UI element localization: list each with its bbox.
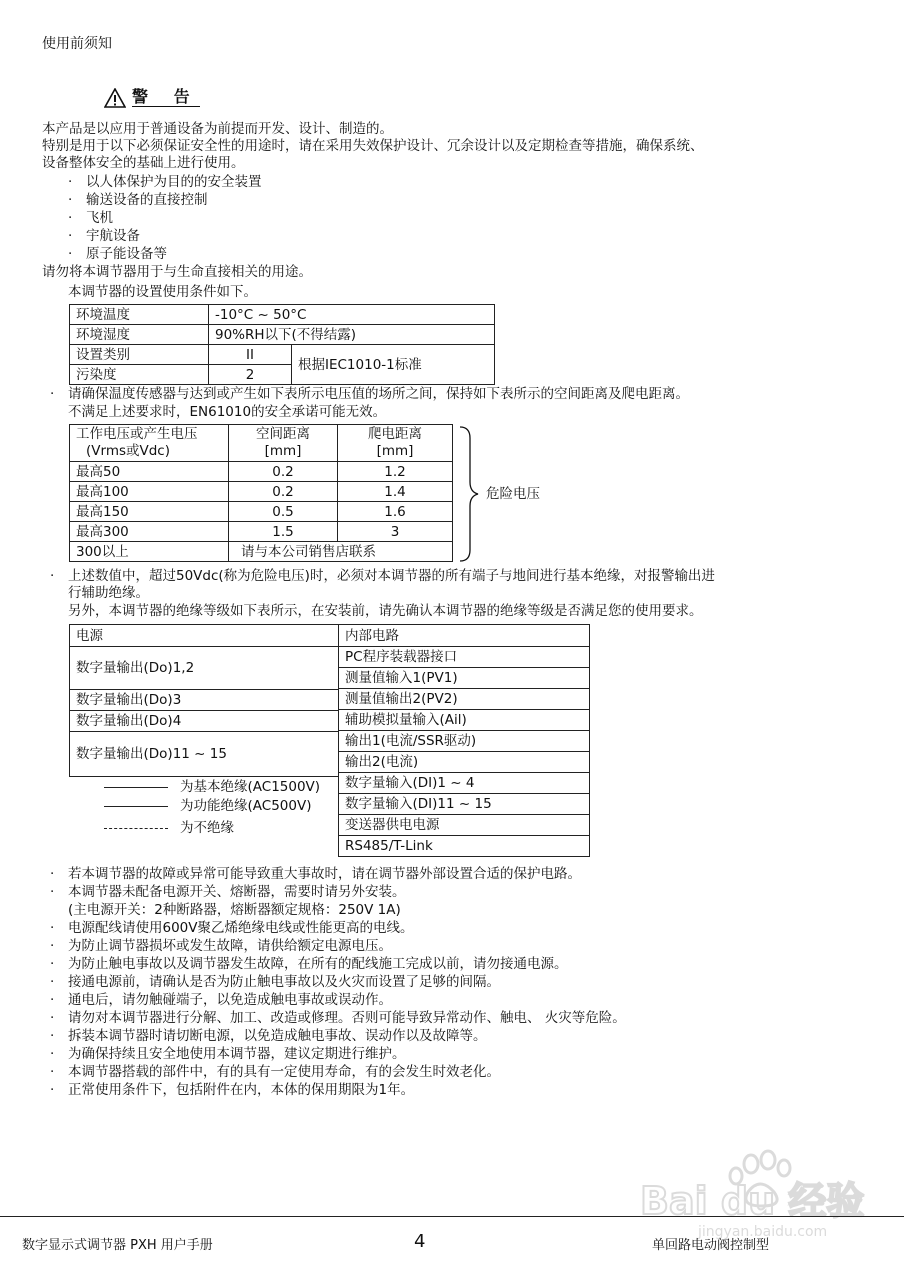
list-item-text: 宇航设备 [86, 228, 140, 244]
table-row [70, 502, 453, 522]
legend-none: 为不绝缘 [180, 820, 234, 836]
table-header [70, 425, 229, 462]
table-cell: 辅助模拟量输入(Ail) [339, 710, 590, 731]
table-cell: RS485/T-Link [339, 836, 590, 857]
insulation-left-table [69, 624, 339, 777]
table-cell: 数字量输出(Do)3 [70, 690, 339, 711]
bullet: · [50, 1064, 55, 1080]
table-cell: 0.2 [229, 482, 338, 502]
table-row [339, 625, 590, 647]
table-row [70, 711, 339, 732]
table-header [338, 425, 453, 462]
bullet: · [68, 210, 73, 226]
table-cell: 输出1(电流/SSR驱动) [339, 731, 590, 752]
legend-functional: 为功能绝缘(AC500V) [180, 798, 312, 814]
table-cell: 内部电路 [339, 625, 590, 647]
insulation-note-2: 行辅助绝缘。 [68, 585, 149, 601]
list-item [50, 1010, 626, 1026]
footer-title: 数字显示式调节器 PXH 用户手册 [22, 1238, 213, 1253]
distance-table [69, 424, 453, 562]
list-item [50, 992, 392, 1008]
table-row [70, 732, 339, 777]
table-cell: 1.6 [338, 502, 453, 522]
table-cell: 数字量输入(DI)11 ~ 15 [339, 794, 590, 815]
table-row [70, 542, 453, 562]
warning-title: 警 告 [132, 87, 200, 106]
table-cell: 电源 [70, 625, 339, 647]
bullet: · [50, 1082, 55, 1098]
bullet: · [68, 174, 73, 190]
bullet: · [68, 228, 73, 244]
table-cell: 数字量输出(Do)11 ~ 15 [70, 732, 339, 777]
table-header-row [70, 425, 453, 462]
watermark-url: jingyan.baidu.com [698, 1224, 828, 1240]
table-header [229, 425, 338, 462]
list-item-text: 本调节器未配备电源开关、熔断器，需要时请另外安装。 [68, 884, 406, 900]
list-item [68, 246, 167, 262]
warning-heading [104, 88, 200, 108]
bullet: · [50, 866, 55, 882]
table-cell: 1.4 [338, 482, 453, 502]
list-item [50, 1046, 406, 1062]
table-row [339, 647, 590, 668]
table-cell: 环境温度 [70, 305, 209, 325]
list-item [50, 956, 568, 972]
table-row [70, 647, 339, 690]
brace-label: 危险电压 [486, 486, 540, 502]
header-text: 空间距离 [256, 426, 310, 442]
list-item [50, 920, 414, 936]
table-cell: 输出2(电流) [339, 752, 590, 773]
table-row [70, 305, 495, 325]
section-title: 使用前须知 [42, 36, 112, 52]
bullet: · [68, 192, 73, 208]
list-item-text: 为防止触电事故以及调节器发生故障，在所有的配线施工完成以前，请勿接通电源。 [68, 956, 568, 972]
list-item-text: 为防止调节器损坏或发生故障，请供给额定电源电压。 [68, 938, 392, 954]
table-cell: 最高100 [70, 482, 229, 502]
list-item-text: 拆装本调节器时请切断电源，以免造成触电事故、误动作以及故障等。 [68, 1028, 487, 1044]
list-item-text: 接通电源前，请确认是否为防止触电事故以及火灾而设置了足够的间隔。 [68, 974, 500, 990]
table-cell: 3 [338, 522, 453, 542]
list-item [68, 192, 208, 208]
legend-solid-line [104, 806, 168, 807]
bullet: · [50, 1010, 55, 1026]
list-item-text: 电源配线请使用600V聚乙烯绝缘电线或性能更高的电线。 [68, 920, 414, 936]
list-item-text: 以人体保护为目的的安全装置 [86, 174, 262, 190]
table-cell: 1.2 [338, 462, 453, 482]
list-item [68, 228, 140, 244]
table-row [70, 522, 453, 542]
legend-dashed-line [104, 828, 168, 829]
bullet: · [50, 920, 55, 936]
bullet: · [50, 1028, 55, 1044]
table-row [339, 668, 590, 689]
brace-icon [458, 426, 482, 562]
header-text: [mm] [376, 443, 414, 459]
table-cell: II [209, 345, 292, 365]
legend-solid-line [104, 787, 168, 788]
bullet: · [50, 568, 55, 584]
table-row [339, 794, 590, 815]
list-item [50, 974, 500, 990]
table-cell: 2 [209, 365, 292, 385]
insulation-note-3: 另外，本调节器的绝缘等级如下表所示，在安装前，请先确认本调节器的绝缘等级是否满足您的使用要求。 [68, 603, 703, 619]
bullet: · [50, 974, 55, 990]
forbid-line: 请勿将本调节器用于与生命直接相关的用途。 [42, 264, 312, 280]
table-cell: 最高150 [70, 502, 229, 522]
standard-note: 根据IEC1010-1标准 [292, 345, 495, 385]
bullet: · [50, 1046, 55, 1062]
distance-note-2: 不满足上述要求时，EN61010的安全承诺可能无效。 [68, 404, 387, 420]
table-row [70, 325, 495, 345]
list-item-text: 通电后，请勿触碰端子，以免造成触电事故或误动作。 [68, 992, 392, 1008]
list-item [68, 210, 113, 226]
table-row [70, 482, 453, 502]
table-cell: 0.5 [229, 502, 338, 522]
header-text: (Vrms或Vdc) [86, 443, 170, 459]
table-cell: 最高50 [70, 462, 229, 482]
table-row [70, 462, 453, 482]
footer-model: 单回路电动阀控制型 [652, 1238, 770, 1253]
note-text: 上述数值中，超过50Vdc(称为危险电压)时，必须对本调节器的所有端子与地间进行基本绝缘，对报警输出进 [68, 568, 715, 584]
bullet: · [50, 884, 55, 900]
bullet: · [50, 956, 55, 972]
table-row [70, 625, 339, 647]
table-cell: 测量值输入1(PV1) [339, 668, 590, 689]
table-row [339, 773, 590, 794]
bullet: · [68, 246, 73, 262]
conditions-intro: 本调节器的设置使用条件如下。 [68, 284, 257, 300]
list-item [50, 1082, 415, 1098]
list-item [50, 1028, 487, 1044]
table-row [339, 752, 590, 773]
note-text: 请确保温度传感器与达到或产生如下表所示电压值的场所之间，保持如下表所示的空间距离及爬电距离。 [68, 386, 689, 402]
table-row [339, 836, 590, 857]
footer-divider [0, 1216, 904, 1217]
list-item-text: 飞机 [86, 210, 113, 226]
insulation-right-table [338, 624, 590, 857]
list-item [50, 866, 581, 882]
table-cell: 90%RH以下(不得结露) [209, 325, 495, 345]
bullet: · [50, 992, 55, 1008]
bullet: · [50, 938, 55, 954]
table-cell: -10°C ~ 50°C [209, 305, 495, 325]
list-item-sub: (主电源开关：2种断路器，熔断器额定规格：250V 1A) [68, 902, 401, 918]
table-cell: 请与本公司销售店联系 [229, 542, 453, 562]
table-cell: 300以上 [70, 542, 229, 562]
table-row [339, 689, 590, 710]
conditions-table [69, 304, 495, 385]
intro-line-1: 本产品是以应用于普通设备为前提而开发、设计、制造的。 [42, 121, 393, 137]
header-text: [mm] [264, 443, 302, 459]
table-cell: PC程序装载器接口 [339, 647, 590, 668]
header-text: 工作电压或产生电压 [76, 426, 198, 442]
baidu-watermark-logo [636, 1140, 866, 1240]
distance-note-1 [50, 386, 689, 402]
page-number: 4 [414, 1231, 426, 1252]
watermark-logo-text: Bai du 经验 [640, 1179, 865, 1223]
list-item-text: 输送设备的直接控制 [86, 192, 208, 208]
table-cell: 数字量输出(Do)1,2 [70, 647, 339, 690]
table-row [70, 345, 495, 365]
table-row [70, 690, 339, 711]
table-cell: 变送器供电电源 [339, 815, 590, 836]
intro-line-3: 设备整体安全的基础上进行使用。 [42, 155, 245, 171]
table-cell: 测量值输出2(PV2) [339, 689, 590, 710]
list-item-text: 正常使用条件下，包括附件在内，本体的保用期限为1年。 [68, 1082, 415, 1098]
table-row [339, 731, 590, 752]
insulation-note-1 [50, 568, 715, 584]
list-item [68, 174, 262, 190]
table-cell: 0.2 [229, 462, 338, 482]
bullet: · [50, 386, 55, 402]
table-cell: 1.5 [229, 522, 338, 542]
table-cell: 污染度 [70, 365, 209, 385]
list-item-text: 若本调节器的故障或异常可能导致重大事故时，请在调节器外部设置合适的保护电路。 [68, 866, 581, 882]
list-item-text: 请勿对本调节器进行分解、加工、改造或修理。否则可能导致异常动作、触电、 火灾等危险。 [68, 1010, 626, 1026]
table-row [339, 815, 590, 836]
table-cell: 数字量输出(Do)4 [70, 711, 339, 732]
list-item [50, 884, 406, 900]
list-item-text: 原子能设备等 [86, 246, 167, 262]
warning-triangle-icon [104, 88, 126, 108]
list-item-text: 本调节器搭载的部件中，有的具有一定使用寿命，有的会发生时效老化。 [68, 1064, 500, 1080]
legend-basic: 为基本绝缘(AC1500V) [180, 779, 321, 795]
header-text: 爬电距离 [368, 426, 422, 442]
table-cell: 环境湿度 [70, 325, 209, 345]
table-cell: 最高300 [70, 522, 229, 542]
list-item-text: 为确保持续且安全地使用本调节器，建议定期进行维护。 [68, 1046, 406, 1062]
table-row [339, 710, 590, 731]
table-cell: 设置类别 [70, 345, 209, 365]
intro-line-2: 特别是用于以下必须保证安全性的用途时，请在采用失效保护设计、冗余设计以及定期检查等措施，确保系统、 [42, 138, 704, 154]
list-item [50, 1064, 500, 1080]
table-cell: 数字量输入(DI)1 ~ 4 [339, 773, 590, 794]
list-item [50, 938, 392, 954]
